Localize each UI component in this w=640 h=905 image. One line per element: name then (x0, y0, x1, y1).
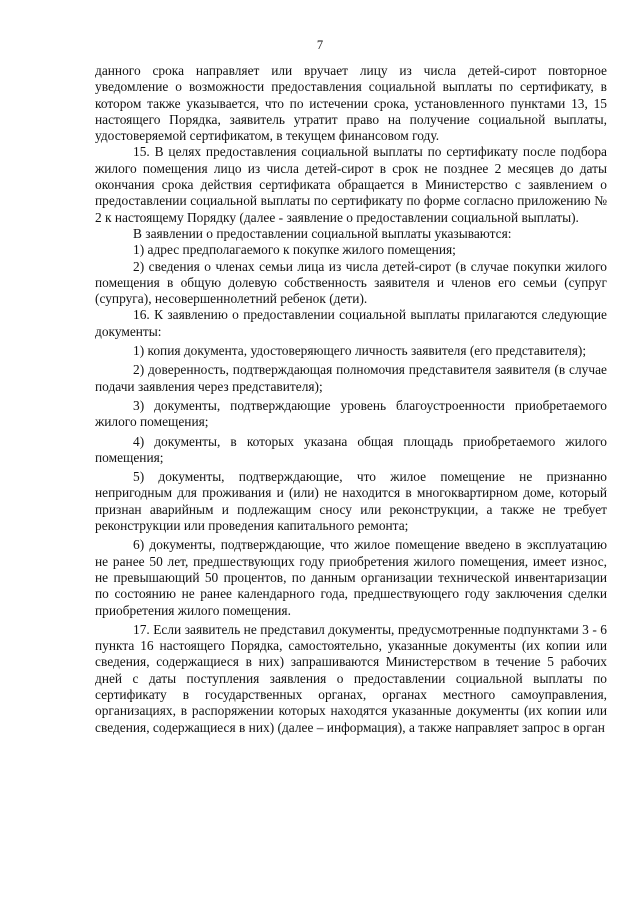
paragraph-17: 17. Если заявитель не представил документы, предусмотренные подпунктами 3 - 6 пункта 16 настоящего Порядка, самостоятельно, указанные документы (их копии или сведения, содержащиеся в них) запрашиваются Министерством в течение 5 рабочих дней с даты поступления заявления о предоставлении социальной выплаты по сертификату в государственных органах, органах местного самоуправления, организациях, в распоряжении которых находятся указанные документы (их копии или сведения, содержащиеся в них) (далее – информация), а также направляет запрос в орган (95, 621, 607, 735)
list-item-comfort-level: 3) документы, подтверждающие уровень благоустроенности приобретаемого жилого помещения; (95, 397, 607, 430)
page-number: 7 (316, 38, 324, 52)
paragraph-15: 15. В целях предоставления социальной выплаты по сертификату после подбора жилого помещения лицо из числа детей-сирот в срок не позднее 2 месяцев до даты окончания срока действия сертификата обращается в Министерство с заявлением о предоставлении социальной выплаты по сертификату по форме согласно приложению № 2 к настоящему Порядку (далее - заявление о предоставлении социальной выплаты). (95, 144, 607, 225)
list-item-power-of-attorney: 2) доверенность, подтверждающая полномочия представителя заявителя (в случае подачи заявления через представителя); (95, 362, 607, 394)
list-item-total-area: 4) документы, в которых указана общая площадь приобретаемого жилого помещения; (95, 433, 607, 465)
list-item-family-members: 2) сведения о членах семьи лица из числа детей-сирот (в случае покупки жилого помещения в общую долевую собственность заявителя и членов его семьи (супруг (супруга), несовершеннолетний ребенок (дети). (95, 258, 607, 307)
paragraph-16: 16. К заявлению о предоставлении социальной выплаты прилагаются следующие документы: (95, 307, 607, 339)
paragraph-application-contents: В заявлении о предоставлении социальной выплаты указываются: (133, 225, 512, 241)
list-item-commissioning: 6) документы, подтверждающие, что жилое помещение введено в эксплуатацию не ранее 50 лет, предшествующих году приобретения жилого помещения, имеет износ, не превышающий 50 процентов, по данным организации технической инвентаризации по состоянию не ранее календарного года, предшествующего году заключения сделки приобретения жилого помещения. (95, 537, 607, 618)
document-body (95, 63, 607, 736)
paragraph-continuation: данного срока направляет или вручает лицу из числа детей-сирот повторное уведомление о возможности предоставления социальной выплаты по сертификату, в котором также указывается, что по истечении срока, установленного пунктами 13, 15 настоящего Порядка, заявитель утратит право на получение социальной выплаты, удостоверяемой сертификатом, в текущем финансовом году. (95, 63, 607, 144)
list-item-not-unfit: 5) документы, подтверждающие, что жилое помещение не признанно непригодным для проживания и (или) не находится в многоквартирном доме, который признан аварийным и подлежащим сносу или реконструкции, а также не требует реконструкции или проведения капитального ремонта; (95, 469, 607, 534)
list-item-identity-copy: 1) копия документа, удостоверяющего личность заявителя (его представителя); (133, 343, 587, 359)
list-item-address: 1) адрес предполагаемого к покупке жилого помещения; (133, 242, 456, 258)
